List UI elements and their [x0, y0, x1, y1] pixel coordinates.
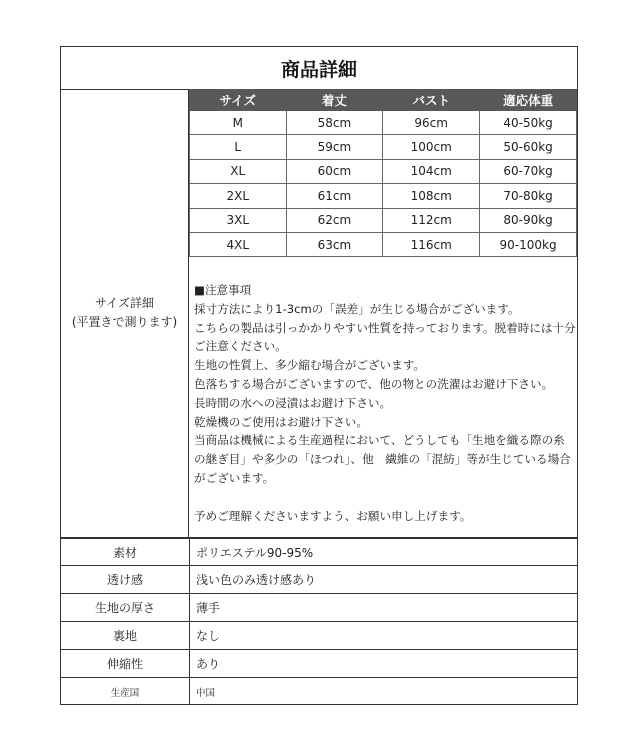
size-detail-label [61, 89, 189, 537]
cell-weight: 50-60kg [480, 135, 577, 159]
notes-heading: ■注意事項 [194, 283, 252, 297]
spec-label: 透け感 [61, 566, 190, 594]
cell-weight: 80-90kg [480, 208, 577, 232]
page-title: 商品詳細 [61, 47, 577, 90]
cell-bust: 100cm [383, 135, 480, 159]
table-row [190, 184, 577, 208]
cell-size: 4XL [190, 232, 287, 256]
notes-line: ご注意ください。 [194, 339, 287, 354]
size-detail-label-line1: サイズ詳細 [94, 296, 155, 310]
cell-size: M [190, 111, 287, 135]
cell-bust: 96cm [383, 111, 480, 135]
cell-bust: 104cm [383, 159, 480, 183]
notes-line: がございます。 [194, 470, 275, 485]
product-detail-table [60, 46, 578, 705]
spec-row-thickness [61, 594, 577, 622]
spec-value: 浅い色のみ透け感あり [190, 566, 578, 594]
spec-table [61, 537, 577, 705]
spec-label: 生地の厚さ [61, 594, 190, 622]
spec-row-stretch [61, 650, 577, 678]
notes-line: こちらの製品は引っかかりやすい性質を持っております。脱着時には十分 [194, 320, 576, 335]
header-length: 着丈 [286, 90, 383, 111]
size-table [189, 89, 577, 257]
spec-value: なし [190, 622, 578, 650]
cell-weight: 90-100kg [480, 232, 577, 256]
size-table-header-row [190, 90, 577, 111]
cell-size: 2XL [190, 184, 287, 208]
cell-length: 60cm [286, 159, 383, 183]
spec-value: 薄手 [190, 594, 578, 622]
cell-bust: 108cm [383, 184, 480, 208]
notes-line: の継ぎ目」や多少の「ほつれ」、他 繊維の「混紡」等が生じている場合 [194, 452, 571, 467]
cell-length: 62cm [286, 208, 383, 232]
spec-label: 伸縮性 [61, 650, 190, 678]
cell-weight: 60-70kg [480, 159, 577, 183]
caution-notes [194, 281, 579, 525]
notes-line: 色落ちする場合がございますので、他の物との洗濯はお避け下さい。 [194, 376, 554, 391]
notes-line: 当商品は機械による生産過程において、どうしても「生地を織る際の糸 [194, 433, 565, 448]
cell-bust: 112cm [383, 208, 480, 232]
spec-value: あり [190, 650, 578, 678]
cell-length: 58cm [286, 111, 383, 135]
spec-row-material [61, 538, 577, 566]
spec-row-sheerness [61, 566, 577, 594]
notes-line: 長時間の水への浸漬はお避け下さい。 [194, 395, 392, 410]
header-bust: バスト [383, 90, 480, 111]
notes-line: 生地の性質上、多少縮む場合がございます。 [194, 358, 425, 373]
notes-line: 採寸方法により1-3cmの「誤差」が生じる場合がございます。 [194, 301, 520, 316]
cell-size: 3XL [190, 208, 287, 232]
cell-weight: 40-50kg [480, 111, 577, 135]
size-detail-label-line2: (平置きで測ります) [71, 315, 178, 329]
cell-length: 59cm [286, 135, 383, 159]
table-row [190, 111, 577, 135]
cell-bust: 116cm [383, 232, 480, 256]
header-size: サイズ [190, 90, 287, 111]
cell-weight: 70-80kg [480, 184, 577, 208]
spec-row-lining [61, 622, 577, 650]
cell-length: 63cm [286, 232, 383, 256]
table-row [190, 159, 577, 183]
spec-value: ポリエステル90-95% [190, 538, 578, 566]
header-weight: 適応体重 [480, 90, 577, 111]
notes-line: 乾燥機のご使用はお避け下さい。 [194, 414, 368, 429]
table-row [190, 208, 577, 232]
table-row [190, 135, 577, 159]
spec-label: 素材 [61, 538, 190, 566]
spec-row-origin [61, 677, 577, 705]
cell-size: XL [190, 159, 287, 183]
cell-length: 61cm [286, 184, 383, 208]
spec-value: 中国 [190, 677, 578, 705]
cell-size: L [190, 135, 287, 159]
notes-closing: 予めご理解くださいますよう、お願い申し上げます。 [194, 508, 472, 523]
table-row [190, 232, 577, 256]
spec-label: 生産国 [61, 677, 190, 705]
spec-label: 裏地 [61, 622, 190, 650]
